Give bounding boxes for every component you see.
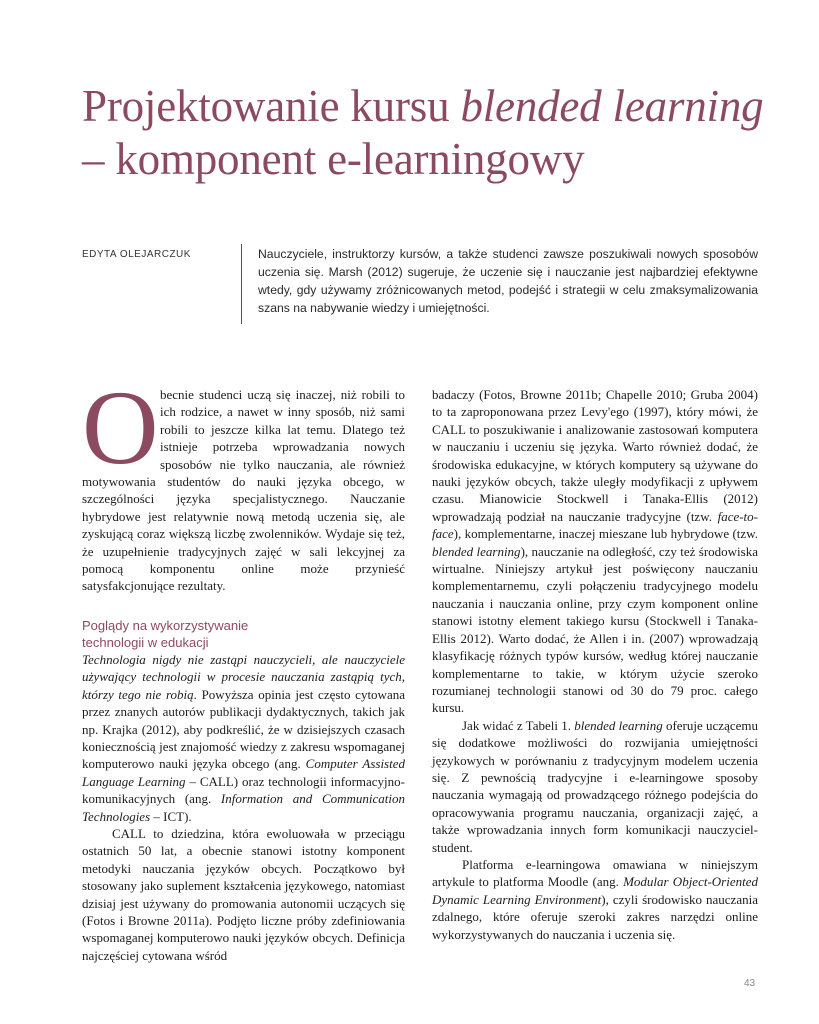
term-italic: Information and Communication Technologies <box>82 791 406 824</box>
text: – CALL) oraz technologii informacyjno-komunikacyjnych (ang. <box>82 773 405 807</box>
paragraph-moodle <box>432 856 758 943</box>
term-italic: face-to-face <box>432 508 758 542</box>
paragraph-call: CALL to dziedzina, która ewoluowała w przeciągu ostatnich 50 lat, a obecnie stanowi istotny komponent metodyki nauczania języków obcych. Początkowo był stosowany jako suplement kształcenia językowego, natomiast dzisiaj jest używany do promowania autonomii uczących się (Fotos i Browne 2011a). Podjęto liczne próby zdefiniowania wspomaganej komputerowo nauki języków obcych. Definicja najczęściej cytowana wśród <box>82 825 405 963</box>
title-prefix: Projektowanie kursu <box>82 81 461 131</box>
text: oferuje uczącemu się dodatkowe możliwości do rozwijania umiejętności językowych w porównaniu z tradycyjnym modelem uczenia się. Z pewnością tradycyjne i e-learningowe sposoby nauczania wymagają od prowadzącego różnego podejścia do opracowywania programu nauczania, organizacji zajęć, a także wprowadzania innych form komunikacji nauczyciel-student. <box>432 717 758 855</box>
text: badaczy (Fotos, Browne 2011b; Chapelle 2010; Gruba 2004) to ta zaproponowana przez Levy'ego (1997), który mówi, że CALL to poszukiwanie i analizowanie zastosowań komputera w nauczaniu i uczeniu się języka. Warto również dodać, że środowiska edukacyjne, w których komputery są używane do nauki języków obcych, także uległy modyfikacji z upływem czasu. Mianowicie Stockwell i Tanaka-Ellis (2012) wprowadzają podział na nauczanie tradycyjne (tzw. <box>432 387 758 524</box>
text: Platforma e-learningowa omawiana w niniejszym artykule to platforma Moodle (ang. <box>432 856 758 890</box>
body-column-left <box>82 369 406 964</box>
term-italic: Computer Assisted Language Learning <box>82 756 405 789</box>
body-column-right <box>432 386 758 943</box>
text: – ICT). <box>150 808 192 824</box>
article-title <box>82 80 782 186</box>
paragraph-table-ref <box>432 717 758 856</box>
abstract: Nauczyciele, instruktorzy kursów, a także studenci zawsze poszukiwali nowych sposobów uczenia się. Marsh (2012) sugeruje, że uczenie się i nauczanie jest najbardziej efektywne wtedy, gdy używamy zróżnicowanych metod, podejść i strategii w celu zmaksymalizowania szans na nabywanie wiedzy i umiejętności. <box>258 247 758 315</box>
section-heading-line-1: Poglądy na wykorzystywanie <box>82 617 249 633</box>
title-italic: blended learning <box>460 81 764 131</box>
intro-text: becnie studenci uczą się inaczej, niż robili to ich rodzice, a nawet w inny sposób, niż sami robili to jeszcze kilka lat temu. Dlatego też istnieje potrzeba wprowadzania nowych sposobów nie tylko nauczania, ale również motywowania studentów do nauki języka obcego, w szczególności języka specjalistycznego. Nauczanie hybrydowe jest relatywnie nową metodą uczenia się, ale zyskującą coraz większą liczbę zwolenników. Wydaje się też, że uzupełnienie tradycyjnych zajęć w sali lekcyjnej za pomocą komponentu online może przynieść satysfakcjonujące rezultaty. <box>82 387 405 594</box>
author-name: EDYTA OLEJARCZUK <box>82 249 191 260</box>
text: ), nauczanie na odległość, czy też środowiska wirtualne. Niniejszy artykuł jest poświęcony nauczaniu komplementarnemu, czyli połączeniu tradycyjnego modelu nauczania i nauczania online, przy czym komponent online stanowi istotny element takiego kursu (Stockwell i Tanaka-Ellis 2012). Warto dodać, że Allen i in. (2007) wprowadzają klasyfikację różnych typów kursów, według której nauczanie komplementarne to takie, w którym użycie szeroko rozumianej technologii stanowi od 30 do 79 proc. całego kursu. <box>432 543 758 716</box>
page-number: 43 <box>744 978 756 989</box>
paragraph-quote <box>82 651 405 825</box>
paragraph-continued <box>432 386 758 717</box>
text: . Powyższa opinia jest często cytowana przez znanych autorów publikacji dydaktycznych, takich jak np. Krajka (2012), aby podkreślić, że w dzisiejszych czasach koniecznością jest znajomość wiedzy z zakresu wspomaganej komputerowo nauki języka obcego (ang. <box>82 686 405 772</box>
text: ), czyli środowisko nauczania zdalnego, które oferuje szeroki zakres narzędzi online wykorzystywanych do nauczania i uczenia się. <box>432 891 758 942</box>
title-line-2: – komponent e-learningowy <box>82 134 585 184</box>
term-italic: blended learning <box>432 543 521 559</box>
title-line-1 <box>82 80 782 133</box>
text: Jak widać z Tabeli 1. <box>462 717 575 733</box>
abstract-divider <box>241 244 242 324</box>
term-italic: Modular Object-Oriented Dynamic Learning Environment <box>432 874 758 907</box>
term-italic: blended learning <box>574 717 663 733</box>
quote-italic: Technologia nigdy nie zastąpi nauczycieli, ale nauczyciele używający technologii w procesie nauczania zastąpią tych, którzy tego nie robią <box>82 651 405 702</box>
intro-paragraph <box>82 369 405 595</box>
section-heading <box>82 617 405 651</box>
text: ), komplementarne, inaczej mieszane lub hybrydowe (tzw. <box>453 526 758 542</box>
section-heading-line-2: technologii w edukacji <box>82 634 209 650</box>
drop-cap: O <box>82 369 159 486</box>
